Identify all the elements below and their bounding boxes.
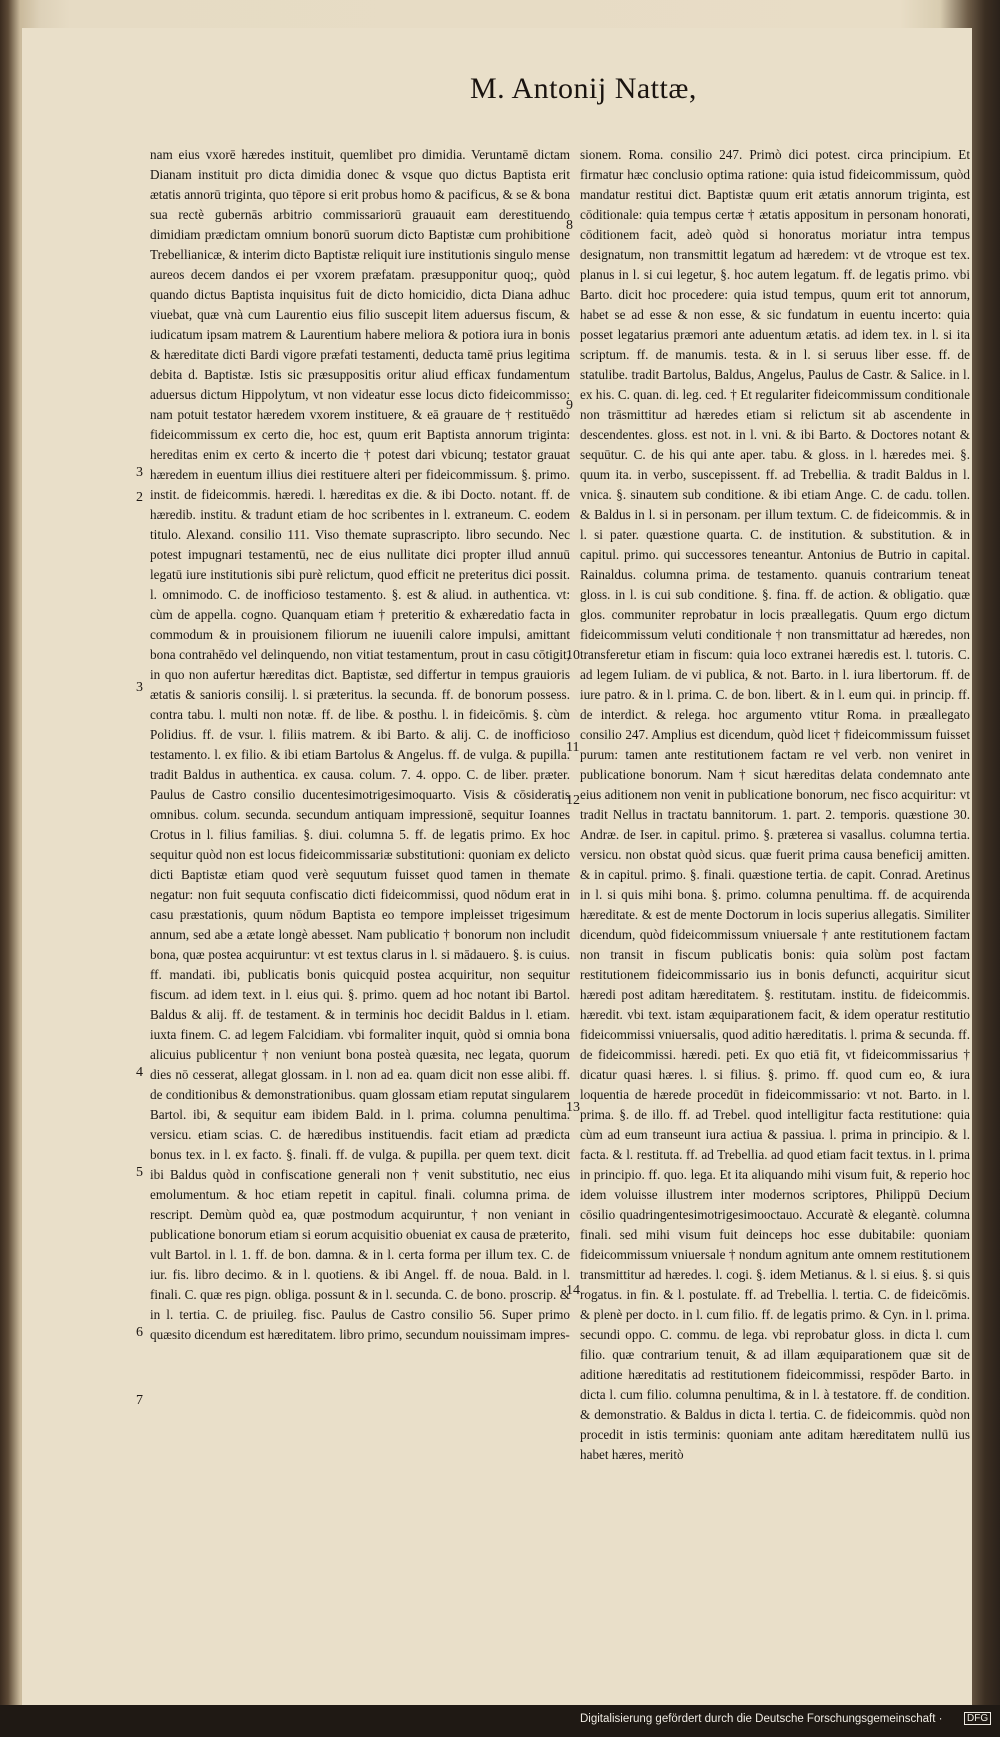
margin-number: 9	[566, 398, 573, 413]
margin-number: 3	[136, 465, 143, 480]
margin-number: 13	[566, 1100, 580, 1115]
margin-number: 5	[136, 1165, 143, 1180]
digitization-credit: Digitalisierung gefördert durch die Deutsche Forschungsgemeinschaft ·	[580, 1713, 943, 1725]
running-head: M. Antonij Nattæ,	[470, 72, 697, 105]
margin-number: 10	[566, 648, 580, 663]
margin-number: 6	[136, 1325, 143, 1340]
right-text-column: sionem. Roma. consilio 247. Primò dici potest. circa principium. Et firmatur hæc conclusio optima ratione: quia istud fideicommissum, quòd mandatur restitui dict. Baptistæ quum erit ætatis annorum triginta, est cōditionale: quia tempus certæ † ætatis appositum in personam honorati, cōditionem facit, adeò quòd si honoratus moriatur intra tempus designatum, non transmittit legatum ad hæredem: vt de vtroque est tex. planus in l. si cui legetur, §. hoc autem legatum. ff. de legatis primo. vbi Barto. dicit hoc procedere: quia istud tempus, quum erit tot annorum, habet se ad esse & non esse, & sic fundatum in euentu incerto: quia posset legatarius præmori ante aduentum ætatis. ad idem tex. in l. si ita scriptum. ff. de manumis. testa. & in l. si seruus liber esse. ff. de statulibe. tradit Bartolus, Baldus, Angelus, Paulus de Castr. & Salice. in l. ex his. C. quan. di. leg. ced. † Et regulariter fideicommissum conditionale non trāsmittitur ad hæredes etiam si relictum sit ab ascendente in descendentes. gloss. est not. in l. vni. & ibi Barto. & Doctores notant & sequūtur. C. de his qui ante aper. tabu. & gloss. in l. hæredes mei. §. quum ita. in verbo, suscepissent. ff. ad Trebellia. & tradit Baldus in l. vnica. §. sinautem sub conditione. & ibi etiam Ange. C. de cadu. tollen. & Baldus in l. si in personam. per illum textum. C. de fideicommis. & in l. si pater. quæstione quarta. C. de institution. & substitution. & in capitul. primo. qui successores teneantur. Antonius de Butrio in capital. Rainaldus. columna prima. de testamento. quanuis contrarium teneat gloss. in l. is cui sub conditione. §. fina. ff. de action. & obligatio. quæ glos. communiter reprobatur in locis præallegatis. Quum ergo dictum fideicommissum veluti conditionale † non transmittatur ad hæredes, non transferetur etiam in fiscum: quia loco extranei hæredis est. l. tutoris. C. ad legem Iuliam. de vi publica, & not. Barto. in l. iura libertorum. ff. de iure patro. & in l. prima. C. de bon. libert. & in l. eum qui. in princip. ff. de interdict. & relega. hoc argumento vtitur Roma. in præallegato consilio 247. Amplius est dicendum, quòd licet † fideicommissum fuisset purum: tamen ante restitutionem factam re vel verb. non veniret in publicatione bonorum. Nam † sicut hæreditas delata condemnato ante eius aditionem non venit in publicatione bonorum, nec fisco acquiritur: vt tradit Nellus in tractatu bannitorum. 1. part. 2. temporis. quæstione 30. Andræ. de Iser. in capitul. primo. §. præterea si vasallus. columna tertia. versicu. non obstat quòd sicus. quæ fuerit prima causa beneficij amitten. & in capitul. primo. §. finali. quæstione tertia. de capit. Conrad. Aretinus in l. si quis mihi bona. §. primo. columna penultima. ff. de acquirenda hæreditate. & est de mente Doctorum in locis superius allegatis. Similiter dicendum, quòd fideicommissum vniuersale † ante restitutionem factam non transit in fiscum publicatis bonis: quia solùm post factam restitutionem fideicommissario ius in bonis defuncti, acquiritur sicut hæredi post aditam hæreditatem. §. restitutam. institu. de fideicommis. hæredit. vbi text. istam æquiparationem facit, & idem operatur restitutio fideicommissi vniuersalis, quod aditio hæreditatis. l. prima & secunda. ff. de fideicommissi. hæredi. peti. Ex quo etiā fit, vt fideicommissarius † dicatur quasi hæres. l. si filius. §. primo. ff. quod cum eo, & iura loquentia de hærede procedūt in fideicommissario: vt not. Barto. in l. prima. §. de illo. ff. ad Trebel. quod intelligitur facta restitutione: quia cùm ad eum transeunt iura actiua & passiua. l. prima in principio. & l. facta. & l. restituta. ff. ad Trebellia. ad quod etiam facit textus. in l. prima in principio. ff. quo. lega. Et ita aliquando mihi visum fuit, & reperio hoc idem voluisse illustrem inter modernos scriptores, Philippū Decium cōsilio quadringentesimotrigesimooctauo. Accuratè & elegantè. columna finali. sed mihi visum fuit deinceps hoc esse dubitabile: quoniam fideicommissum vniuersale † nondum agnitum ante omnem restitutionem transmittitur ad hæredes. l. cogi. §. idem Metianus. & l. si eius. §. si quis rogatus. in fin. & l. postulate. ff. ad Trebellia. l. tertia. C. de fideicōmis. & plenè per docto. in l. cum filio. ff. de legatis primo. & Cyn. in l. prima. secundi oppo. C. commu. de lega. vbi reprobatur gloss. in dicta l. cum filio. quæ contrarium tenuit, & ad illam æquiparationem quæ sit de aditione hæreditatis ad restitutionem fideicommissi, respōder Barto. in dicta l. cum filio. columna penultima, & in l. à testatore. ff. de condition. & demonstratio. & Baldus in dicta l. tertia. C. de fideicommis. quòd non procedit in istis terminis: quoniam ante aditam hæreditatem nullū ius habet hæres, meritò	[580, 147, 970, 1462]
left-text-column: nam eius vxorē hæredes instituit, quemlibet pro dimidia. Veruntamē dictam Dianam instituit pro dicta dimidia donec & vsque quo dictus Baptista erit ætatis annorū triginta, quo tēpore si erit probus homo & pacificus, & se & bona sua rectè gubernās arbitrio commissariorū grauauit eam derestituendo dimidiam prædictam omnium bonorū suorum dicto Baptistæ cum prohibitione Trebellianicæ, & interim dicto Baptistæ reliquit iure institutionis singulo mense aureos decem dandos ei per vxorem præfatam. præsupponitur quoq;, quòd quando dictus Baptista inquisitus fuit de dicto homicidio, dicta Diana adhuc viuebat, quæ vnà cum Laurentio eius filio suscepit litem aduersus fiscum, & iudicatum ipsam matrem & Laurentium habere meliora & potiora iura in bonis & hæreditate dicti Bardi vigore præfati testamenti, deducta tamē prius legitima debita d. Baptistæ. Istis sic præsuppositis oritur aliud efficax fundamentum aduersus dictum Hippolytum, vt non videatur esse locus dicto fideicommisso: nam potuit testator hæredem vxorem instituere, & eā grauare de † restituēdo fideicommissum ex certo die, hoc est, quum erit Baptista annorum triginta: hereditas enim ex certo & incerto die † potest dari vbicunq; testator grauat hæredem in euentum illius diei restituere alteri per fideicommissum. §. primo. instit. de fideicommis. hæredi. l. hæreditas ex die. & ibi Docto. notant. ff. de hæredib. institu. & tradunt etiam de hoc scribentes in l. extraneum. C. eodem titulo. Alexand. consilio 111. Viso themate suprascripto. libro secundo. Nec potest impugnari testamentū, nec de eius nullitate dici propter illud annuū legatū iure institutionis sibi purè relictum, quod efficit ne preteritus dici possit. l. omnimodo. C. de inofficioso testamento. §. est & aliud. in authentica. vt: cùm de appella. cogno. Quanquam etiam † preteritio & exhæredatio facta in commodum & in prouisionem filiorum ne iuuenili calore impulsi, amittant bona contrahēdo vel delinquendo, non vitiat testamentum, prout in casu cōtigit, in quo non aufertur hæreditas dict. Baptistæ, sed differtur in tempus grauioris ætatis & sanioris consilij. l. si præteritus. la secunda. ff. de bonorum possess. contra tabu. l. multi non notæ. ff. de libe. & posthu. l. in fideicōmis. §. cùm Polidius. ff. de vsur. l. filiis matrem. & ibi Barto. & alij. C. de inofficioso testamento. l. ex filio. & ibi etiam Bartolus & Angelus. ff. de vulga. & pupilla. tradit Baldus in authentica. ex causa. colum. 7. 4. oppo. C. de liber. præter. Paulus de Castro consilio ducentesimotrigesimoquarto. Visis & cōsideratis omnibus. colum. secunda. secundum antiquam impressionē, sequitur Ioannes Crotus in l. filius familias. §. diui. columna 5. ff. de legatis primo. Ex hoc sequitur quòd non est locus fideicommissariæ substitutioni: quoniam ex delicto dicti Baptistæ etiam quod verè sequutum fuisset quod tamen in themate negatur: non fuit sequuta confiscatio dicti fideicommissi, quod nōdum erat in casu præstationis, quum nōdum Baptista eo tempore impleisset trigesimum annum, sed abe a ætate longè abesset. Nam publicatio † bonorum non includit bona, quæ postea acquiruntur: vt est textus clarus in l. si mādauero. §. is cuius. ff. mandati. ibi, publicatis bonis quicquid postea acquiritur, non sequitur fiscum. ad idem text. in l. eius qui. §. primo. quem ad hoc notant ibi Bartol. Baldus & alij. ff. de testament. & in terminis hoc decidit Baldus in l. etiam. iuxta finem. C. ad legem Falcidiam. vbi formaliter inquit, quòd si omnia bona alicuius publicentur † non veniunt bona posteà quæsita, nec legata, quorum dies nō cesserat, allegat glossam. in l. non ad ea. quam dicit non esse alibi. ff. de conditionibus & demonstrationibus. quam glossam etiam reputat singularem Bartol. ibi, & sequitur eam ibidem Bald. in l. prima. columna penultima. versicu. etiam scias. C. de hæredibus instituendis. facit etiam ad prædicta bonus tex. in l. ex facto. §. finali. ff. de vulga. & pupilla. per quem text. dicit ibi Baldus quòd in confiscatione generali non † venit substitutio, nec eius emolumentum. & hoc etiam repetit in capitul. finali. columna prima. de rescript. Demùm quòd ea, quæ postmodum acquiruntur, † non veniant in publicatione bonorum etiam si eorum acquisitio obueniat ex causa de præterito, vult Bartol. in l. 1. ff. de bon. damna. & in l. certa forma per illum tex. C. de iur. fis. libro decimo. & in l. quotiens. & ibi Angel. ff. de noua. Bald. in l. finali. C. quæ res pign. obliga. possunt & in l. secunda. C. de bono. proscrip. & in l. tertia. C. de priuileg. fisc. Paulus de Castro consilio 56. Super primo quæsito dicendum est hæreditatem. libro primo, secundum nouissimam impres-	[150, 147, 570, 1342]
margin-number: 14	[566, 1283, 580, 1298]
dfg-logo: DFG	[964, 1712, 991, 1725]
margin-number: 7	[136, 1393, 143, 1408]
margin-number: 12	[566, 793, 580, 808]
margin-number: 3	[136, 680, 143, 695]
margin-number: 2	[136, 490, 143, 505]
margin-number: 11	[566, 740, 580, 755]
margin-number: 4	[136, 1065, 143, 1080]
margin-number: 8	[566, 218, 573, 233]
